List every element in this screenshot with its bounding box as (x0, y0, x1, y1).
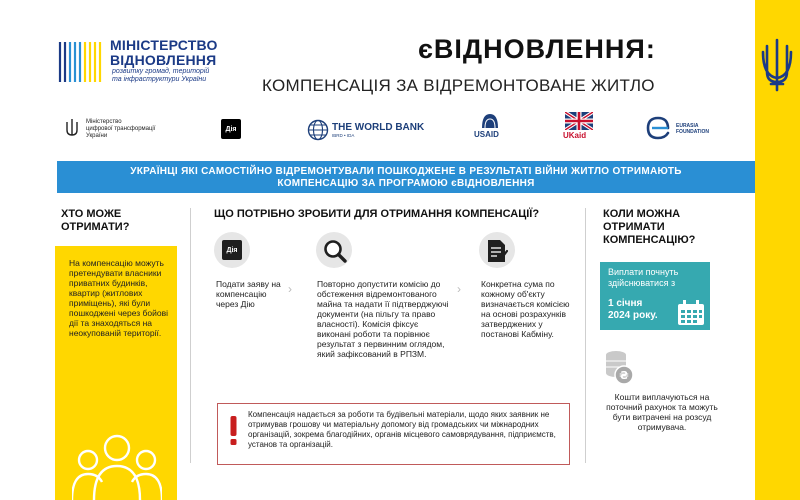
ministry-logo-icon (58, 40, 106, 84)
uk-flag-icon (565, 112, 593, 130)
world-bank-logo-sub: IBRD • IDA (332, 133, 355, 138)
step3-text: Конкретна сума по кожному об'єкту визначається комісією на основі розрахунків затверджених у постанові Кабміну. (481, 279, 570, 339)
column-divider-left (190, 208, 191, 463)
document-edit-icon (486, 238, 508, 264)
diia-logo: Дія (221, 119, 241, 139)
column-divider-right (585, 208, 586, 463)
what-heading: ЩО ПОТРІБНО ЗРОБИТИ ДЛЯ ОТРИМАННЯ КОМПЕНСАЦІЇ? (214, 208, 540, 220)
usaid-logo-text: USAID (474, 130, 499, 139)
diia-app-icon: Дія (222, 240, 242, 260)
step2-text: Повторно допустити комісію до обстеження відремонтованого майна та надати її підтверджуючі документи (на пільгу та право власності). Комісія фіксує виконані роботи та порівнює результат з первинним оглядом, який зафіксований в РПЗМ. (317, 279, 449, 359)
mdt-logo-text: Міністерство цифрової трансформації України (86, 119, 156, 139)
svg-text:₴: ₴ (619, 369, 629, 382)
eurasia-logo-text: EURASIA FOUNDATION (676, 123, 709, 135)
payment-start-text: Виплати почнуть здійснюватися з (608, 267, 679, 288)
mdt-trident-icon (64, 118, 80, 138)
calendar-icon (677, 300, 705, 326)
when-heading: КОЛИ МОЖНА ОТРИМАТИ КОМПЕНСАЦІЮ? (603, 208, 696, 246)
warning-text: Компенсація надається за роботи та будівельні матеріали, щодо яких заявник не отримував грошову чи матеріальну допомогу від громадських чи міжнародних організацій, зокрема благодійних, органів місцевого самоврядування, підприємств, установ та організацій. (248, 410, 556, 449)
world-bank-globe-icon (307, 119, 329, 141)
page-subtitle: КОМПЕНСАЦІЯ ЗА ВІДРЕМОНТОВАНЕ ЖИТЛО (262, 76, 655, 95)
chevron-right-icon: › (457, 282, 461, 296)
people-group-icon (72, 430, 162, 500)
ministry-name: МІНІСТЕРСТВО ВІДНОВЛЕННЯ (110, 37, 218, 68)
ministry-subtitle: розвитку громад, територій та інфраструктури України (112, 68, 210, 83)
info-banner: УКРАЇНЦІ ЯКІ САМОСТІЙНО ВІДРЕМОНТУВАЛИ ПОШКОДЖЕНЕ В РЕЗУЛЬТАТІ ВІЙНИ ЖИТЛО ОТРИМАЮТЬ КОМПЕНСАЦІЮ ЗА ПРОГРАМОЮ єВІДНОВЛЕННЯ (57, 161, 755, 193)
ukaid-logo-text: UKaid (563, 131, 587, 140)
chevron-right-icon: › (288, 282, 292, 296)
coins-icon (604, 349, 634, 385)
usaid-seal-icon (481, 113, 499, 129)
world-bank-logo-text: THE WORLD BANK (332, 122, 425, 133)
who-heading: ХТО МОЖЕ ОТРИМАТИ? (61, 208, 130, 233)
who-text: На компенсацію можуть претендувати власники приватних будинків, квартир (житлових приміщень), які були пошкоджені через бойові дії та знаходяться на неокупованій території. (69, 258, 168, 338)
payment-start-date: 1 січня 2024 року. (608, 298, 658, 321)
account-text: Кошти виплачуються на поточний рахунок та можуть бути витрачені на розсуд отримувача. (606, 392, 718, 432)
eurasia-e-icon (644, 114, 672, 142)
magnifier-icon (322, 238, 348, 264)
trident-icon (759, 38, 795, 92)
page-title: єВІДНОВЛЕННЯ: (418, 34, 656, 64)
exclamation-icon (229, 416, 238, 446)
step1-text: Подати заяву на компенсацію через Дію (216, 279, 281, 309)
